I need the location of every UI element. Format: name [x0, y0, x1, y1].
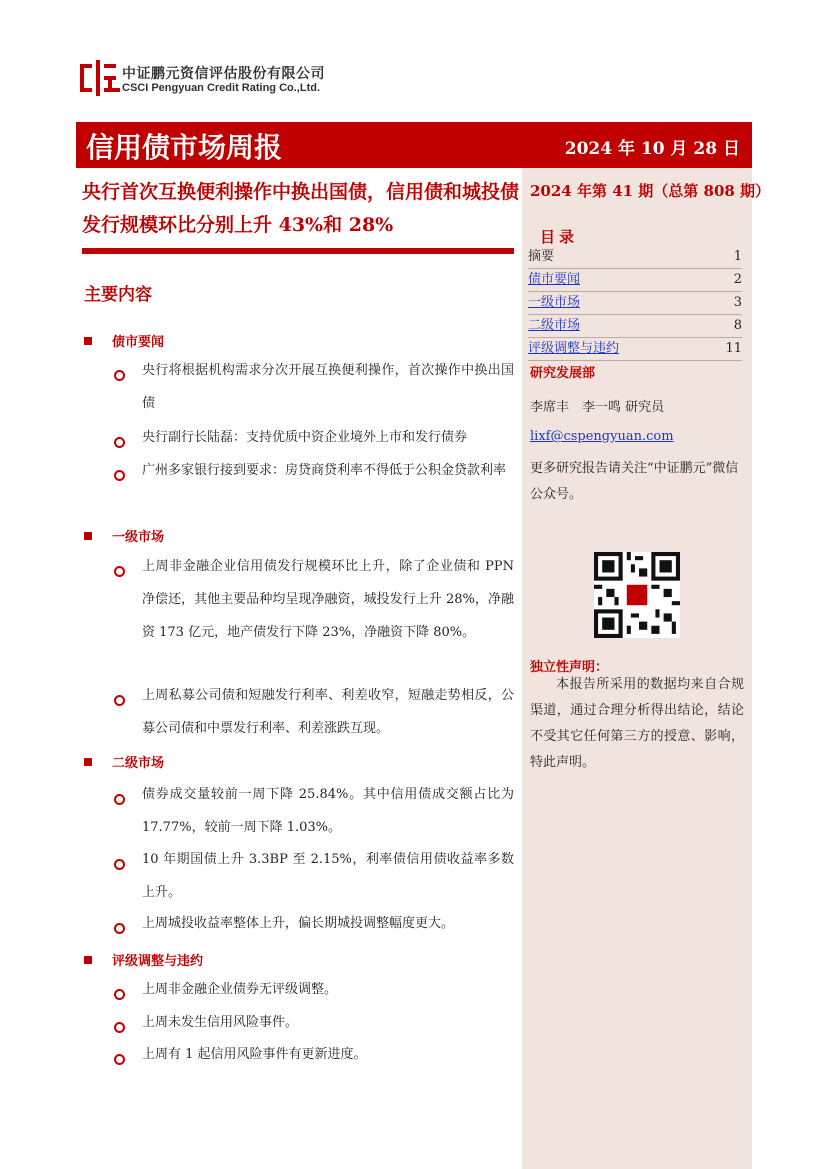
toc-link-rating-default[interactable]: 评级调整与违约 — [528, 341, 620, 356]
toc-item-page: 1 — [733, 249, 742, 264]
bullet-text: 上周城投收益率整体上升，偏长期城投调整幅度更大。 — [142, 916, 455, 931]
section-title: 债市要闻 — [112, 335, 165, 350]
circle-bullet-icon — [114, 370, 125, 381]
bullet-text: 10 年期国债上升 3.3BP 至 2.15%，利率债信用债收益率多数上升。 — [142, 852, 514, 900]
bullet-text: 央行副行长陆磊：支持优质中资企业境外上市和发行债券 — [142, 430, 468, 445]
circle-bullet-icon — [114, 859, 125, 870]
bullet-item — [114, 362, 514, 420]
toc-link-news[interactable]: 债市要闻 — [528, 272, 581, 287]
toc-item-page: 11 — [725, 341, 742, 356]
bullet-item — [114, 1014, 514, 1039]
bullet-text: 上周非金融企业债券无评级调整。 — [142, 982, 338, 997]
bullet-item — [114, 915, 514, 940]
bullet-text: 上周未发生信用风险事件。 — [142, 1015, 299, 1030]
toc-item-page: 2 — [733, 272, 742, 287]
follow-note: 更多研究报告请关注“中证鹏元”微信公众号。 — [530, 461, 739, 502]
email-link[interactable]: lixf@cspengyuan.com — [530, 429, 674, 444]
bullet-text: 上周私募公司债和短融发行利率、利差收窄，短融走势相反，公募公司债和中票发行利率、利差涨跌互现。 — [142, 688, 514, 736]
section-title: 评级调整与违约 — [112, 954, 204, 969]
bullet-item — [114, 851, 514, 909]
toc-item — [528, 246, 742, 269]
circle-bullet-icon — [114, 566, 125, 577]
company-name-en: CSCI Pengyuan Credit Rating Co.,Ltd. — [122, 82, 321, 94]
table-of-contents — [528, 246, 742, 361]
toc-link-primary-market[interactable]: 一级市场 — [528, 295, 581, 310]
company-logo-icon — [80, 60, 120, 96]
circle-bullet-icon — [114, 695, 125, 706]
square-bullet-icon — [84, 758, 92, 766]
authors: 李席丰 李一鸣 研究员 — [530, 400, 665, 415]
statement-heading: 独立性声明： — [530, 660, 609, 675]
toc-item-label: 摘要 — [528, 249, 555, 264]
bullet-item — [114, 1046, 514, 1071]
circle-bullet-icon — [114, 923, 125, 934]
bullet-item — [114, 981, 514, 1006]
toc-item[interactable] — [528, 269, 742, 292]
section-title: 二级市场 — [112, 756, 165, 771]
bullet-text: 上周非金融企业信用债发行规模环比上升，除了企业债和 PPN 净偿还，其他主要品种均呈现净融资，城投发行上升 28%，净融资 173 亿元，地产债发行下降 23%，净融资下降 80%。 — [142, 559, 514, 640]
bullet-item — [114, 687, 514, 745]
circle-bullet-icon — [114, 1054, 125, 1065]
bullet-item — [114, 558, 514, 649]
toc-item[interactable] — [528, 292, 742, 315]
company-name-cn: 中证鹏元资信评估股份有限公司 — [122, 66, 325, 82]
toc-item[interactable] — [528, 338, 742, 361]
headline-divider — [82, 248, 514, 254]
section-heading — [84, 331, 164, 350]
main-content-title: 主要内容 — [84, 285, 152, 305]
toc-item-page: 8 — [733, 318, 742, 333]
circle-bullet-icon — [114, 989, 125, 1000]
circle-bullet-icon — [114, 437, 125, 448]
square-bullet-icon — [84, 337, 92, 345]
issue-number: 2024 年第 41 期（总第 808 期） — [530, 182, 771, 200]
headline: 央行首次互换便利操作中换出国债，信用债和城投债发行规模环比分别上升 43%和 28% — [82, 181, 520, 236]
report-title: 信用债市场周报 — [86, 131, 283, 164]
toc-link-secondary-market[interactable]: 二级市场 — [528, 318, 581, 333]
bullet-text: 债券成交量较前一周下降 25.84%。其中信用债成交额占比为 17.77%，较前一周下降 1.03%。 — [142, 787, 514, 835]
section-heading — [84, 950, 203, 969]
toc-item-page: 3 — [733, 295, 742, 310]
report-date: 2024 年 10 月 28 日 — [564, 139, 740, 159]
statement-text: 本报告所采用的数据均来自合规渠道，通过合理分析得出结论，结论不受其它任何第三方的授意、影响，特此声明。 — [530, 677, 744, 770]
bullet-item — [114, 429, 514, 454]
research-heading: 研究发展部 — [530, 366, 596, 381]
qr-code-icon — [594, 552, 680, 638]
section-title: 一级市场 — [112, 530, 165, 545]
bullet-text: 上周有 1 起信用风险事件有更新进度。 — [142, 1047, 367, 1062]
square-bullet-icon — [84, 532, 92, 540]
bullet-item — [114, 786, 514, 844]
square-bullet-icon — [84, 956, 92, 964]
bullet-text: 广州多家银行接到要求：房贷商贷利率不得低于公积金贷款利率 — [142, 463, 507, 478]
bullet-item — [114, 462, 514, 487]
circle-bullet-icon — [114, 794, 125, 805]
circle-bullet-icon — [114, 1022, 125, 1033]
toc-title: 目录 — [540, 228, 579, 246]
bullet-text: 央行将根据机构需求分次开展互换便利操作，首次操作中换出国债 — [142, 363, 514, 411]
circle-bullet-icon — [114, 470, 125, 481]
section-heading — [84, 752, 164, 771]
toc-item[interactable] — [528, 315, 742, 338]
section-heading — [84, 526, 164, 545]
